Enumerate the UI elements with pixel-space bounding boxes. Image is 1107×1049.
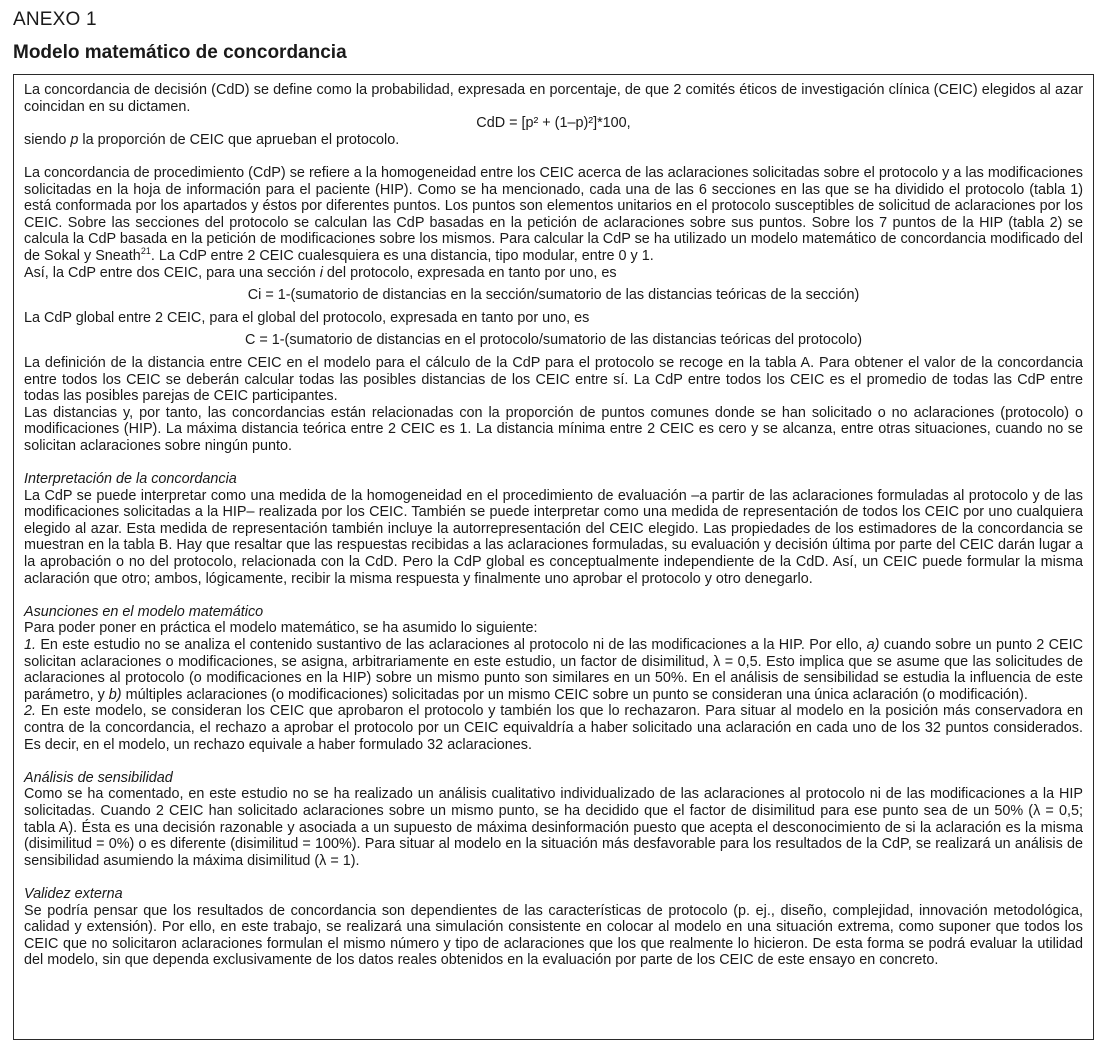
assumption-2-text: En este modelo, se consideran los CEIC que aprobaron el protocolo y también los que lo rechazaron. Para situar al modelo en la posición más conservadora en contra de la concordancia, el rechazo a aprobar el protocolo por un CEIC equivaldría a haber solicitado una aclaración en cada uno de los 32 puntos considerados. Es decir, en el modelo, un rechazo equivale a haber formulado 32 aclaraciones. bbox=[24, 703, 1083, 753]
interpretation-text: La CdP se puede interpretar como una medida de la homogeneidad en el procedimiento de evaluación –a partir de las aclaraciones formuladas al protocolo y de las modificaciones solicitadas a la HIP– realizada por los CEIC. También se puede interpretar como una medida de representación de todos los CEIC por uno cualquiera elegido al azar. Esta medida de representación también incluye la autorrepresentación del CEIC elegido. Las propiedades de los estimadores de la concordancia se muestran en la tabla B. Hay que resaltar que las respuestas recibidas a las aclaraciones formuladas, su evaluación y decisión última por parte del CEIC darán lugar a la aprobación o no del protocolo, relacionada con la CdD. Pero la CdP global es conceptualmente independiente de la CdD. Así, un CEIC puede formular la misma aclaración que otro; ambos, lógicamente, recibir la misma respuesta y finalmente uno aprobar el protocolo y otro denegarlo. bbox=[24, 487, 1083, 587]
reference-21: 21 bbox=[140, 246, 151, 257]
cdp-paragraph-2-post: del protocolo, expresada en tanto por uno, es bbox=[322, 264, 617, 281]
cdp-paragraph-3: La CdP global entre 2 CEIC, para el global del protocolo, expresada en tanto por uno, es bbox=[24, 309, 590, 326]
assumption-1-label-b: b) bbox=[108, 686, 122, 703]
assumption-item-2 bbox=[24, 703, 1083, 753]
cdp-paragraph-4: La definición de la distancia entre CEIC en el modelo para el cálculo de la CdP para el protocolo se recoge en la tabla A. Para obtener el valor de la concordancia entre todos los CEIC se deberán calcular todas las posibles distancias de los CEIC entre sí. La CdP entre todos los CEIC es el promedio de todas las CdP entre todas las posibles parejas de CEIC participantes. bbox=[24, 354, 1083, 405]
assumption-1-text-a: En este estudio no se analiza el contenido sustantivo de las aclaraciones al protocolo ni de las modificaciones a la HIP. Por ello, bbox=[36, 637, 867, 653]
cdd-intro: La concordancia de decisión (CdD) se define como la probabilidad, expresada en porcentaje, de que 2 comités éticos de investigación clínica (CEIC) elegidos al azar coincidan en su dictamen. bbox=[24, 82, 1083, 115]
ci-formula: Ci = 1-(sumatorio de distancias en la sección/sumatorio de las distancias teóricas de la sección) bbox=[247, 287, 860, 304]
cdp-paragraph-2-pre: Así, la CdP entre dos CEIC, para una sección bbox=[24, 264, 320, 281]
assumption-1-text-b: cuando sobre un punto 2 CEIC solicitan aclaraciones o modificaciones, se asigna, arbitrariamente en este estudio, un factor de disimilitud, λ = 0,5. Esto implica que se asume que las solicitudes de aclaraciones al protocolo (o modificaciones en la HIP) sobre un mismo punto son similares en un 50%. En el análisis de sensibilidad se estudia la influencia de este parámetro, y bbox=[24, 637, 1083, 703]
cdd-note-var: p bbox=[70, 131, 79, 148]
annex-label: ANEXO 1 bbox=[13, 9, 97, 30]
cdp-paragraph-2 bbox=[24, 265, 1083, 282]
validity-heading: Validez externa bbox=[24, 885, 123, 902]
interpretation-heading: Interpretación de la concordancia bbox=[24, 471, 237, 488]
cdd-note-post: la proporción de CEIC que aprueban el protocolo. bbox=[78, 131, 400, 148]
validity-text: Se podría pensar que los resultados de concordancia son dependientes de las características de protocolo (p. ej., diseño, complejidad, innovación metodológica, calidad y extensión). Por ello, en este trabajo, se realizará una simulación consistente en colocar al modelo en una situación extrema, como suponer que todos los CEIC que no solicitaron aclaraciones formulan el mismo número y tipo de aclaraciones que los que realmente lo hicieron. De esta forma se podrá evaluar la utilidad del modelo, sin que dependa exclusivamente de los datos reales obtenidos en la evaluación por parte de los CEIC de este ensayo en concreto. bbox=[24, 902, 1083, 969]
assumption-1-label-a: a) bbox=[866, 637, 880, 653]
cdp-paragraph-1 bbox=[24, 165, 1083, 265]
c-formula: C = 1-(sumatorio de distancias en el protocolo/sumatorio de las distancias teóricas del protocolo) bbox=[244, 332, 863, 349]
assumption-item-1 bbox=[24, 637, 1083, 703]
cdp-paragraph-1-text: La concordancia de procedimiento (CdP) se refiere a la homogeneidad entre los CEIC acerca de las aclaraciones solicitadas sobre el protocolo y a las modificaciones solicitadas en la hoja de información para el paciente (HIP). Como se ha mencionado, cada una de las 6 secciones en las que se ha dividido el protocolo (tabla 1) está conformada por los apartados y éstos por diferentes puntos. Los puntos son elementos unitarios en el protocolo susceptibles de solicitud de aclaraciones por los CEIC. Sobre las secciones del protocolo se calculan las CdP basadas en la petición de aclaraciones sobre sus puntos. Sobre los 7 puntos de la HIP (tabla 2) se calcula la CdP basada en la petición de modificaciones sobre los mismos. Para calcular la CdP se ha utilizado un modelo matemático de concordancia modificado del de Sokal y Sneath bbox=[24, 164, 1083, 264]
cdd-note-pre: siendo bbox=[24, 131, 71, 148]
sensitivity-text: Como se ha comentado, en este estudio no se ha realizado un análisis cualitativo individualizado de las aclaraciones al protocolo ni de las modificaciones a la HIP solicitadas. Cuando 2 CEIC han solicitado aclaraciones sobre un mismo punto, se ha decidido que el factor de disimilitud para ese punto sea de un 50% (λ = 0,5; tabla A). Ésta es una decisión razonable y asociada a un supuesto de máxima desinformación puesto que acepta el desconocimiento de si la aclaración es la misma (disimilitud = 0%) o es diferente (disimilitud = 100%). Para situar al modelo en la situación más desfavorable para los resultados de la CdP, se realizará un análisis de sensibilidad asumiendo la máxima disimilitud (λ = 1). bbox=[24, 786, 1083, 869]
section-title: Modelo matemático de concordancia bbox=[13, 42, 347, 63]
cdp-paragraph-2-var: i bbox=[319, 264, 323, 281]
assumptions-intro: Para poder poner en práctica el modelo matemático, se ha asumido lo siguiente: bbox=[24, 620, 538, 637]
sensitivity-heading: Análisis de sensibilidad bbox=[24, 769, 173, 786]
content-box bbox=[13, 74, 1094, 1040]
assumptions-heading: Asunciones en el modelo matemático bbox=[24, 603, 264, 620]
assumption-1-text-c: múltiples aclaraciones (o modificaciones) solicitadas por un mismo CEIC sobre un punto se consideran una única aclaración (o modificación). bbox=[121, 686, 1028, 703]
assumption-2-number: 2. bbox=[24, 703, 37, 720]
cdd-formula: CdD = [p² + (1–p)²]*100, bbox=[476, 115, 631, 132]
cdp-paragraph-5: Las distancias y, por tanto, las concordancias están relacionadas con la proporción de puntos comunes donde se han solicitado o no aclaraciones (protocolo) o modificaciones (HIP). La máxima distancia teórica entre 2 CEIC es 1. La distancia mínima entre 2 CEIC es cero y se alcanza, entre otras situaciones, cuando no se solicitan aclaraciones sobre ningún punto. bbox=[24, 404, 1083, 454]
cdp-paragraph-1-end: . La CdP entre 2 CEIC cualesquiera es una distancia, tipo modular, entre 0 y 1. bbox=[150, 247, 654, 264]
assumption-1-number: 1. bbox=[24, 637, 37, 653]
cdd-note bbox=[24, 132, 1083, 149]
